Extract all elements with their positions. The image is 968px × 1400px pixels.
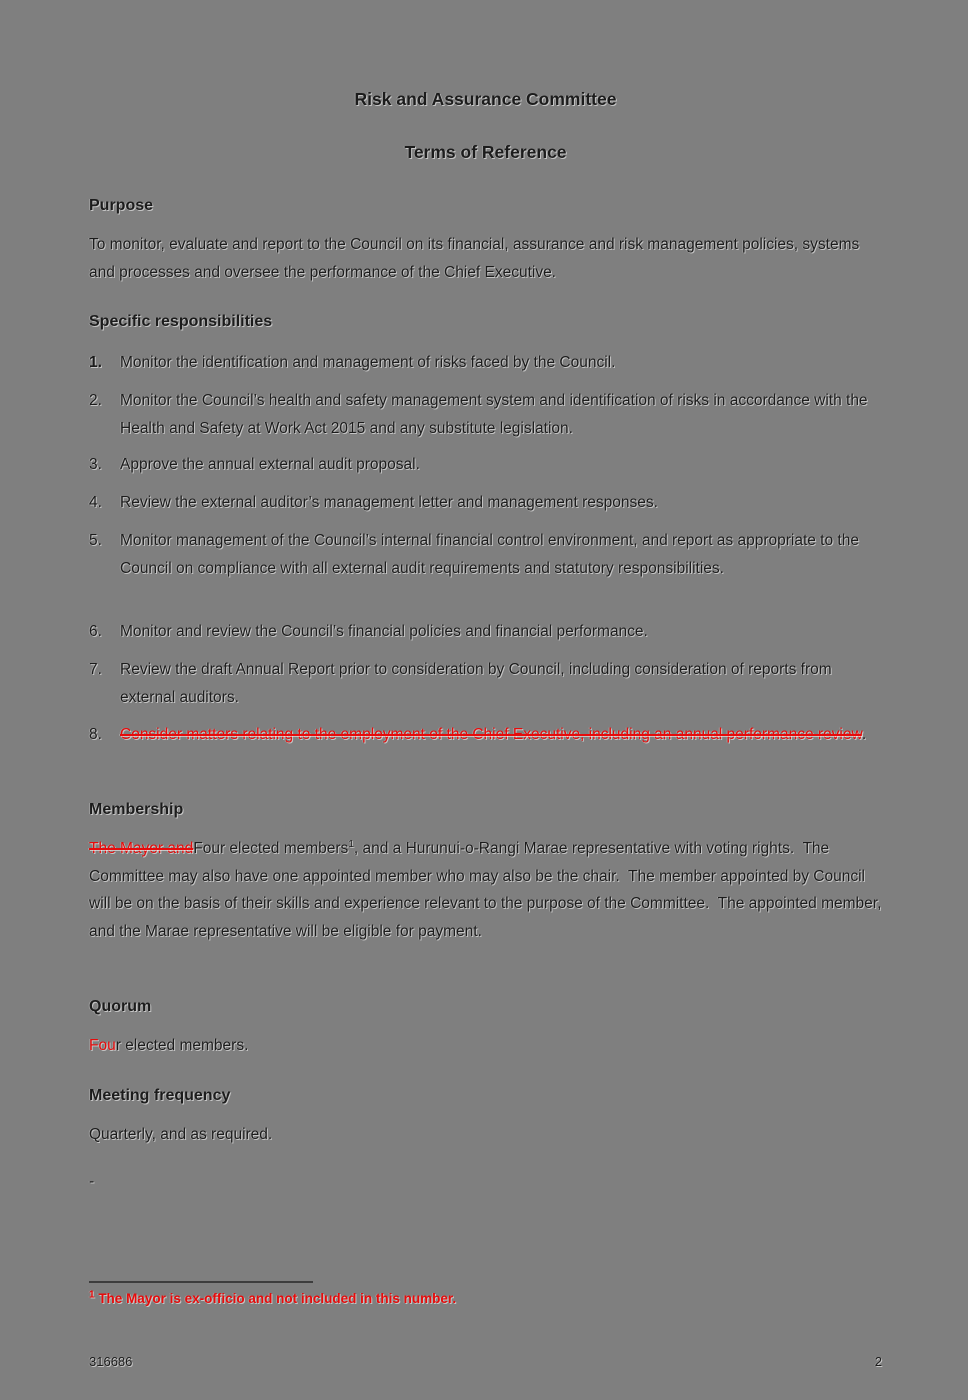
list-item bbox=[89, 527, 882, 582]
footnote-text: The Mayor is ex-officio and not included in this number. bbox=[94, 1291, 457, 1306]
tracked-insertion-text: Fou bbox=[89, 1037, 116, 1054]
list-number: 6. bbox=[89, 623, 102, 640]
membership-text: , and a Hurunui-o-Rangi Marae representative with voting rights. The Committee may also have one appointed member who may also be the chair. The member appointed by Council will be on the basis of their skills and experience relevant to the purpose of the Committee. The appointed member, and the Marae representative will be eligible for payment. bbox=[89, 840, 886, 940]
quorum-paragraph bbox=[89, 1032, 882, 1060]
tracked-deletion-text: Consider matters relating to the employment of the Chief Executive, including an annual performance review bbox=[120, 726, 862, 743]
list-number: 7. bbox=[89, 661, 102, 678]
list-item bbox=[89, 618, 882, 646]
list-item-text: Monitor the identification and management of risks faced by the Council. bbox=[120, 354, 616, 371]
footnote-reference: 1 bbox=[348, 838, 354, 850]
list-number: 1. bbox=[89, 354, 102, 371]
list-item bbox=[89, 656, 882, 711]
list-number: 3. bbox=[89, 456, 102, 473]
list-item bbox=[89, 387, 882, 442]
list-item-text: Review the draft Annual Report prior to consideration by Council, including consideration of reports from external auditors. bbox=[120, 661, 836, 706]
list-item-text: Monitor management of the Council’s internal financial control environment, and report as appropriate to the Council on compliance with all external audit requirements and statutory responsibilities. bbox=[120, 532, 864, 577]
list-number: 4. bbox=[89, 494, 102, 511]
list-item-text: Review the external auditor’s management letter and management responses. bbox=[120, 494, 658, 511]
membership-heading: Membership bbox=[89, 801, 184, 818]
list-item-text: Monitor the Council’s health and safety management system and identification of risks in accordance with the Health and Safety at Work Act 2015 and any substitute legislation. bbox=[120, 392, 872, 437]
document-title: Risk and Assurance Committee bbox=[354, 89, 617, 109]
stray-dash-mark: - bbox=[89, 1173, 95, 1190]
footnote-number: 1 bbox=[89, 1289, 95, 1301]
responsibilities-heading: Specific responsibilities bbox=[89, 313, 273, 330]
membership-text: Four elected members bbox=[193, 840, 349, 857]
meeting-frequency-paragraph: Quarterly, and as required. bbox=[89, 1126, 273, 1143]
list-item bbox=[89, 489, 882, 517]
footer-document-number: 316686 bbox=[89, 1354, 133, 1369]
footnote bbox=[89, 1290, 882, 1308]
membership-paragraph bbox=[89, 835, 886, 945]
meeting-frequency-heading: Meeting frequency bbox=[89, 1087, 231, 1104]
list-item bbox=[89, 721, 882, 749]
quorum-text: r elected members. bbox=[115, 1037, 249, 1054]
document-subtitle: Terms of Reference bbox=[404, 142, 567, 162]
list-item-suffix: . bbox=[861, 726, 867, 743]
list-number: 8. bbox=[89, 726, 102, 743]
list-item-text bbox=[120, 721, 882, 749]
list-item bbox=[89, 349, 882, 377]
list-number: 2. bbox=[89, 392, 102, 409]
list-number: 5. bbox=[89, 532, 102, 549]
quorum-heading: Quorum bbox=[89, 998, 152, 1015]
purpose-paragraph: To monitor, evaluate and report to the Council on its financial, assurance and risk management policies, systems and processes and oversee the performance of the Chief Executive. bbox=[89, 236, 864, 281]
purpose-heading: Purpose bbox=[89, 197, 154, 214]
list-item-text: Monitor and review the Council’s financial policies and financial performance. bbox=[120, 623, 648, 640]
tracked-deletion-text: The Mayor and bbox=[89, 840, 194, 857]
footer-page-number: 2 bbox=[874, 1354, 882, 1369]
footnote-separator-line bbox=[89, 1281, 313, 1283]
list-item-text: Approve the annual external audit proposal. bbox=[120, 456, 420, 473]
list-item bbox=[89, 451, 882, 479]
